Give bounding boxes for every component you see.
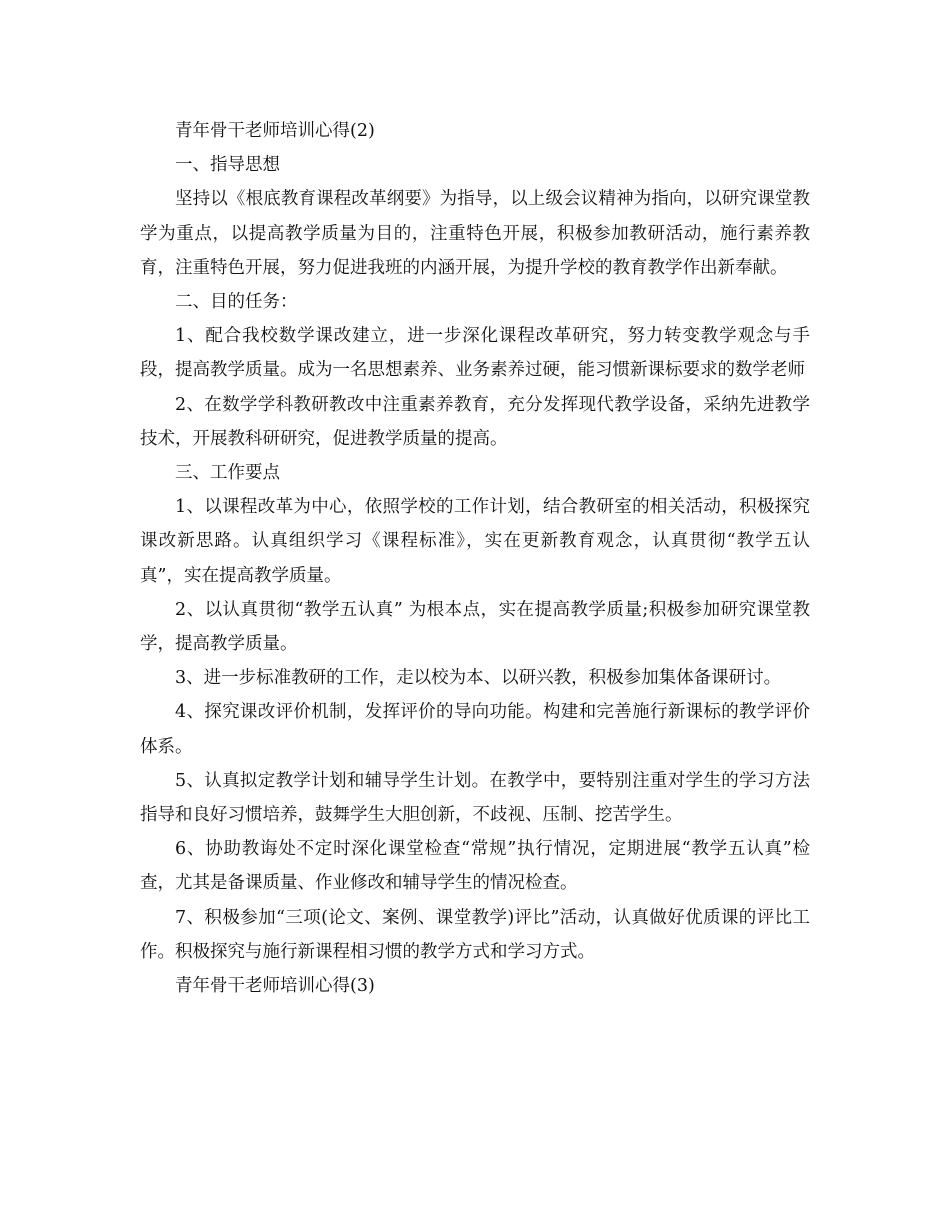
list-item: 1、以课程改革为中心，依照学校的工作计划，结合教研室的相关活动，积极探究课改新思路。认真组织学习《课程标准》，实在更新教育观念，认真贯彻“教学五认真”，实在提高教学质量。 (140, 497, 810, 586)
heading-objectives: 二、目的任务： (175, 292, 298, 313)
section-title: 青年骨干老师培训心得(2) (175, 121, 375, 141)
heading-guiding-ideology: 一、指导思想 (175, 155, 280, 176)
heading-key-points: 三、工作要点 (175, 463, 280, 484)
list-item: 2、在数学学科教研教改中注重素养教育，充分发挥现代教学设备，采纳先进教学技术，开展教科研研究，促进教学质量的提高。 (140, 394, 810, 449)
list-item: 6、协助教诲处不定时深化课堂检查“常规”执行情况，定期进展“教学五认真”检查，尤其是备课质量、作业修改和辅导学生的情况检查。 (140, 839, 810, 894)
list-item: 4、探究课改评价机制，发挥评价的导向功能。构建和完善施行新课标的教学评价体系。 (140, 702, 810, 757)
list-item: 5、认真拟定教学计划和辅导学生计划。在教学中，要特别注重对学生的学习方法指导和良好习惯培养，鼓舞学生大胆创新，不歧视、压制、挖苦学生。 (140, 770, 810, 826)
list-item: 3、进一步标准教研的工作，走以校为本、以研兴教，积极参加集体备课研讨。 (175, 668, 782, 689)
list-item: 7、积极参加“三项(论文、案例、课堂教学)评比”活动，认真做好优质课的评比工作。积极探究与施行新课程相习惯的教学方式和学习方式。 (140, 907, 810, 962)
list-item: 1、配合我校数学课改建立，进一步深化课程改革研究，努力转变教学观念与手段，提高教学质量。成为一名思想素养、业务素养过硬，能习惯新课标要求的数学老师 (140, 326, 810, 381)
section-title: 青年骨干老师培训心得(3) (175, 976, 375, 997)
document-body (140, 114, 810, 1003)
list-item: 2、以认真贯彻“教学五认真” 为根本点，实在提高教学质量;积极参加研究课堂教学，提高教学质量。 (140, 599, 810, 655)
paragraph: 坚持以《根底教育课程改革纲要》为指导，以上级会议精神为指向，以研究课堂教学为重点，以提高教学质量为目的，注重特色开展，积极参加教研活动，施行素养教育，注重特色开展，努力促进我班的内涵开展，为提升学校的教育教学作出新奉献。 (140, 189, 810, 278)
